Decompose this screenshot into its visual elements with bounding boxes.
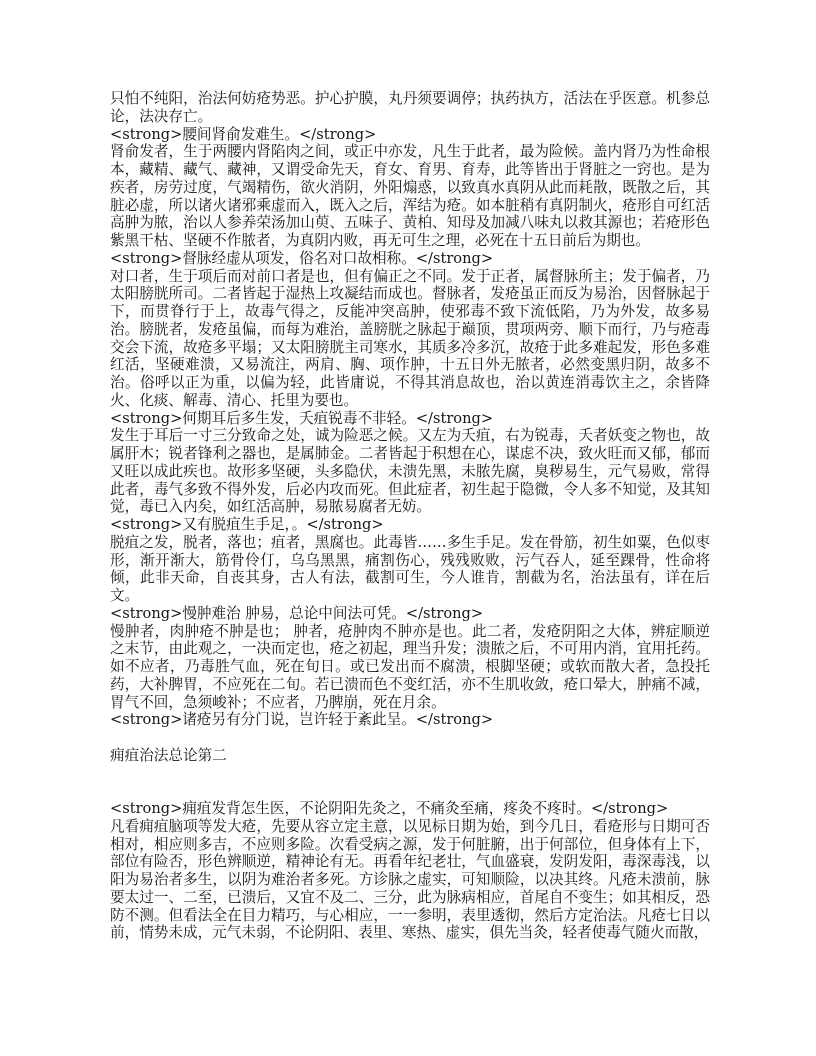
body-paragraph: 慢肿者，肉肿疮不肿是也； 肿者，疮肿肉不肿亦是也。此二者，发疮阴阳之大体，辨症顺逆之末节，由此观之，一决而定也，疮之初起，理当升发；溃脓之后，不可用内消，宜用托药。如不应者，乃毒胜气血，死在旬日。或已发出而不腐溃，根脚坚硬；或软而散大者，急投托药，大补脾胃，不应死在二旬。若已溃而色不变红活，亦不生肌收敛，疮口晕大，肿痛不减，胃气不回，急须峻补；不应者，乃脾崩，死在月余。 bbox=[110, 622, 710, 711]
verse-line-strong-tag: <strong>诸疮另有分门说，岂许轻于紊此呈。</strong> bbox=[110, 711, 494, 729]
body-paragraph: 只怕不纯阳，治法何妨疮势恶。护心护膜，丸丹须要调停；执药执方，活法在乎医意。机参总论，法决存亡。 bbox=[110, 90, 710, 125]
body-paragraph: 凡看痈疽脑项等发大疮，先要从容立定主意，以见标日期为始，到今几日，看疮形与日期可否相对，相应则多吉，不应则多险。次看受病之源，发于何脏腑，出于何部位，但身体有上下，部位有险否，形色辨顺逆，精神论有无。再看年纪老壮，气血盛衰，发阴发阳，毒深毒浅，以阳为易治者多生，以阴为难治者多死。方诊脉之虚实，可知顺险，以决其终。凡疮未溃前，脉要太过一、二至，已溃后，又宜不及二、三分，此为脉病相应，首尾自不变生；如其相反，恐防不测。但看法全在目力精巧，与心相应，一一参明，表里透彻，然后方定治法。凡疮七日以前，情势未成，元气未弱，不论阴阳、表里、寒热、虚实，俱先当灸，轻者使毒气随火而散， bbox=[110, 817, 710, 942]
body-paragraph: 发生于耳后一寸三分致命之处，诚为险恶之候。又左为夭疽，右为锐毒，夭者妖变之物也，故属肝木；锐者锋利之器也，是属肺金。二者皆起于积想在心，谋虑不决，致火旺而又郁，郁而又旺以成此疾也。故形多坚硬，头多隐伏，未溃先黑，未脓先腐，臭秽易生，元气易败，常得此者，毒气多致不得外发，后必内攻而死。但此症者，初生起于隐微，令人多不知觉，及其知觉，毒已入内矣，如红活高肿，易脓易腐者无妨。 bbox=[110, 427, 710, 516]
body-paragraph: 对口者，生于项后而对前口者是也，但有偏正之不同。发于正者，属督脉所主；发于偏者，乃太阳膀胱所司。二者皆起于湿热上攻凝结而成也。督脉者，发疮虽正而反为易治，因督脉起于下，而贯脊行于上，故毒气得之，反能冲突高肿，使邪毒不致下流低陷，乃为外发，故多易治。膀胱者，发疮虽偏，而每为难治，盖膀胱之脉起于巅顶，贯项两旁、顺下而行，乃与疮毒交会下流，故疮多平塌；又太阳膀胱主司寒水，其质多冷多沉，故疮于此多难起发，形色多难红活，坚硬难溃，又易流注，两肩、胸、项作肿，十五日外无脓者，必然变黑归阴，故多不治。俗呼以正为重，以偏为轻，此皆庸说，不得其消息故也，治以黄连消毒饮主之，余皆降火、化痰、解毒、清心、托里为要也。 bbox=[110, 267, 710, 409]
verse-line-strong-tag: <strong>又有脱疽生手足，。</strong> bbox=[110, 516, 384, 533]
verse-line-strong-tag: <strong>督脉经虚从项发，俗名对口故相称。</strong> bbox=[110, 249, 494, 267]
verse-line-strong-tag: <strong>何期耳后多生发，夭疽锐毒不非轻。</strong> bbox=[110, 409, 494, 427]
verse-line-strong-tag: <strong>慢肿难治 肿易，总论中间法可凭。</strong> bbox=[110, 604, 484, 622]
body-paragraph: 肾俞发者，生于两腰内肾陷肉之间，或正中亦发，凡生于此者，最为险候。盖内肾乃为性命根本，藏精、藏气、藏神，又谓受命先天，育女、育男、育寿，此等皆出于肾脏之一窍也。是为疾者，房劳过度，气竭精伤，欲火消阴，外阳煽惑，以致真水真阴从此而耗散，既散之后，其脏必虚，所以诸火诸邪乘虚而入，既入之后，浑结为疮。如本脏稍有真阴制火，疮形自可红活高肿为脓，治以人参养荣汤加山萸、五味子、黄柏、知母及加减八味丸以救其源也；若疮形色紫黑干枯、坚硬不作脓者，为真阴内败，再无可生之理，必死在十五日前后为期也。 bbox=[110, 143, 710, 249]
body-paragraph: 脱疽之发，脱者，落也；疽者，黑腐也。此毒皆……多生手足。发在骨筋，初生如粟，色似枣形，渐开渐大，筋骨伶仃，乌乌黑黑，痛割伤心，残残败败，污气吞人，延至踝骨，性命将倾，此非天命，自丧其身，古人有法，截割可生，今人谁肯，割截为名，治法虽有，详在后文。 bbox=[110, 533, 710, 604]
verse-line-strong-tag: <strong>腰间肾俞发难生。</strong> bbox=[110, 125, 377, 143]
section-heading: 痈疽治法总论第二 bbox=[110, 746, 227, 764]
verse-line-strong-tag: <strong>痈疽发背怎生医，不论阴阳先灸之，不痛灸至痛，疼灸不疼时。</strong> bbox=[110, 800, 669, 817]
